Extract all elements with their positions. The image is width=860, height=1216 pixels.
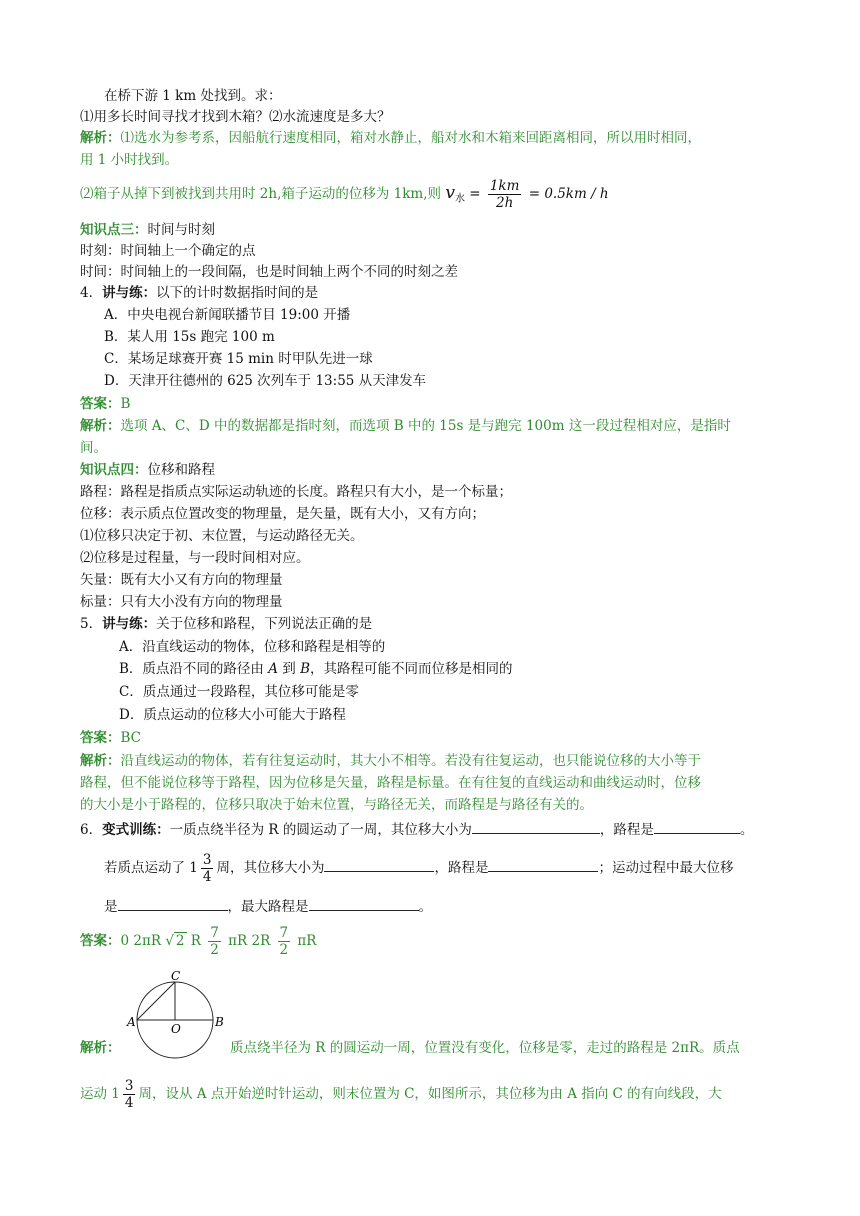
answer-frac-2-num: 7 xyxy=(279,925,289,941)
q5-option-b-point-b: B xyxy=(300,661,310,677)
q6-answer-part-3: πR 2R xyxy=(223,933,275,949)
q4-option-d: D．天津开往德州的 625 次列车于 13:55 从天津发车 xyxy=(104,373,427,389)
q6-frac-num: 3 xyxy=(202,852,212,868)
q6-line2-text-c: ，路程是 xyxy=(434,860,489,876)
q6-analysis-label: 解析： xyxy=(80,1040,121,1056)
answer-blank-1[interactable] xyxy=(472,819,600,834)
analysis-1-cont: 用 1 小时找到。 xyxy=(80,152,179,168)
segment-ac xyxy=(137,982,175,1020)
q4-stem-text: 以下的计时数据指时间的是 xyxy=(156,285,319,301)
q4-option-c: C．某场足球赛开赛 15 min 时甲队先进一球 xyxy=(104,351,373,367)
q5-analysis-label: 解析： xyxy=(80,753,121,769)
answer-blank-3[interactable] xyxy=(324,857,434,872)
q5-analysis xyxy=(80,751,701,771)
kp4-title: 位移和路程 xyxy=(147,462,215,478)
q5-label: 讲与练： xyxy=(102,616,157,632)
q6-answer-part-1: 0 2πR xyxy=(120,933,166,949)
q5-option-b-text-1: B．质点沿不同的路径由 xyxy=(119,661,269,677)
q4-analysis xyxy=(80,416,731,436)
q6-line3-text-c: 。 xyxy=(418,899,432,915)
q6-analysis xyxy=(80,1038,121,1058)
answer-frac-2-den: 2 xyxy=(279,942,289,958)
q6-stem-2: ，路程是 xyxy=(599,822,654,838)
q4-answer xyxy=(80,394,130,414)
analysis-frac-den: 4 xyxy=(124,1095,134,1111)
q5-option-b-text-2: 到 xyxy=(277,661,301,677)
analysis-frac-num: 3 xyxy=(124,1078,134,1094)
equals-sign: = xyxy=(469,186,481,202)
q5-answer-label: 答案： xyxy=(80,730,121,746)
q6-line3-text-b: ，最大路程是 xyxy=(227,899,309,915)
velocity-fraction xyxy=(488,178,522,211)
q5-option-a: A．沿直线运动的物体，位移和路程是相等的 xyxy=(119,639,386,655)
q5-stem-text: 关于位移和路程，下列说法正确的是 xyxy=(156,616,373,632)
kp3-label: 知识点三： xyxy=(80,222,148,238)
q4-number: 4． xyxy=(80,285,103,301)
analysis-2-line xyxy=(80,176,609,217)
q6-stem-1: 一质点绕半径为 R 的圆运动了一周，其位移大小为 xyxy=(169,822,472,838)
kp4-point-2: ⑵位移是过程量，与一段时间相对应。 xyxy=(80,550,310,566)
q5-analysis-text: 沿直线运动的物体，若有往复运动时，其大小不相等。若没有往复运动，也只能说位移的大小等于 xyxy=(120,753,701,769)
q5-stem xyxy=(80,614,372,634)
answer-blank-2[interactable] xyxy=(654,819,740,834)
q6-line2-text-b: 周，其位移大小为 xyxy=(216,860,325,876)
kp4-heading xyxy=(80,460,215,480)
q5-option-b xyxy=(119,659,512,679)
label-c: C xyxy=(171,970,181,983)
circle-diagram xyxy=(122,970,232,1062)
kp3-title: 时间与时刻 xyxy=(147,222,215,238)
velocity-formula xyxy=(445,178,609,211)
sqrt-symbol: √ 2 xyxy=(165,933,185,949)
q6-number: 6． xyxy=(80,822,103,838)
velocity-symbol: v xyxy=(445,183,455,203)
q4-analysis-text: 选项 A、C、D 中的数据都是指时刻，而选项 B 中的 15s 是与跑完 100m 这一段过程相对应，是指时 xyxy=(120,418,731,434)
q5-option-b-point-a: A xyxy=(268,661,278,677)
answer-frac-1-num: 7 xyxy=(210,925,219,941)
q6-line2-text-a: 若质点运动了 1 xyxy=(104,860,198,876)
q6-analysis-text: 质点绕半径为 R 的圆运动一周，位置没有变化，位移是零，走过的路程是 2πR。质点 xyxy=(230,1040,740,1056)
kp4-scalar: 标量：只有大小没有方向的物理量 xyxy=(80,594,283,610)
kp3-time: 时间：时间轴上的一段间隔，也是时间轴上两个不同的时刻之差 xyxy=(80,264,458,280)
fraction-numerator: 1km xyxy=(489,178,520,194)
q6-stem xyxy=(80,819,753,840)
q4-analysis-label: 解析： xyxy=(80,418,121,434)
q4-analysis-cont: 间。 xyxy=(80,440,107,456)
q6-answer-frac-1 xyxy=(208,925,221,958)
q5-analysis-cont-1: 路程，但不能说位移等于路程，因为位移是矢量，路程是标量。在有往复的直线运动和曲线运动时，位移 xyxy=(80,775,701,791)
q4-stem xyxy=(80,283,318,303)
label-b: B xyxy=(215,1015,224,1029)
q6-analysis-cont xyxy=(80,1074,722,1114)
q6-answer-part-4: πR xyxy=(293,933,317,949)
q6-answer-label: 答案： xyxy=(80,933,121,949)
kp4-vector: 矢量：既有大小又有方向的物理量 xyxy=(80,572,283,588)
intro-line: 在桥下游 1 km 处找到。求： xyxy=(104,88,282,104)
q5-option-b-text-3: ，其路程可能不同而位移是相同的 xyxy=(309,661,513,677)
q6-answer-frac-2 xyxy=(278,925,291,958)
kp4-label: 知识点四： xyxy=(80,462,148,478)
q4-answer-value: B xyxy=(120,396,131,412)
answer-blank-5[interactable] xyxy=(118,896,228,911)
q6-analysis-b2: 周，设从 A 点开始逆时针运动，则末位置为 C，如图所示，其位移为由 A 指向 C 的有向线段，大 xyxy=(138,1086,722,1102)
q6-fraction xyxy=(201,852,214,885)
kp4-point-1: ⑴位移只决定于初、末位置，与运动路径无关。 xyxy=(80,528,364,544)
q4-option-b: B．某人用 15s 跑完 100 m xyxy=(104,329,275,345)
sqrt-radicand: 2 xyxy=(175,933,185,949)
q5-number: 5． xyxy=(80,616,103,632)
q6-line-2 xyxy=(104,848,733,888)
q6-answer xyxy=(80,922,316,960)
analysis-label: 解析： xyxy=(80,130,121,146)
q6-line3-text-a: 是 xyxy=(104,899,118,915)
q5-option-d: D．质点运动的位移大小可能大于路程 xyxy=(119,707,346,723)
q6-line-3 xyxy=(104,896,432,917)
q5-option-c: C．质点通过一段路程，其位移可能是零 xyxy=(119,684,359,700)
q6-line2-text-d: ；运动过程中最大位移 xyxy=(598,860,734,876)
kp4-path: 路程：路程是指质点实际运动轨迹的长度。路程只有大小，是一个标量； xyxy=(80,484,512,500)
velocity-result: = 0.5km / h xyxy=(528,186,609,202)
questions-line: ⑴用多长时间寻找才找到木箱？⑵水流速度是多大？ xyxy=(80,109,391,125)
q6-stem-3: 。 xyxy=(739,822,754,838)
answer-blank-4[interactable] xyxy=(488,857,598,872)
analysis-1-line xyxy=(80,128,701,148)
q5-answer-value: BC xyxy=(120,730,142,746)
fraction-denominator: 2h xyxy=(495,195,514,211)
q4-option-a: A．中央电视台新闻联播节目 19:00 开播 xyxy=(104,307,351,323)
q6-frac-den: 4 xyxy=(202,869,212,885)
q6-analysis-b1: 运动 1 xyxy=(80,1086,120,1102)
q4-answer-label: 答案： xyxy=(80,396,121,412)
kp4-displacement: 位移：表示质点位置改变的物理量，是矢量，既有大小，又有方向； xyxy=(80,506,485,522)
analysis-2-text: ⑵箱子从掉下到被找到共用时 2h,箱子运动的位移为 1km,则 xyxy=(80,186,442,202)
label-a: A xyxy=(127,1015,136,1029)
kp3-heading xyxy=(80,220,215,240)
q6-analysis-frac xyxy=(123,1078,136,1111)
q5-answer xyxy=(80,728,141,748)
q6-label: 变式训练： xyxy=(102,822,170,838)
kp3-moment: 时刻：时间轴上一个确定的点 xyxy=(80,243,256,259)
analysis-1-text: ⑴选水为参考系，因船航行速度相同，箱对水静止，船对水和木箱来回距离相同，所以用时相同， xyxy=(120,130,701,146)
label-o: O xyxy=(171,1022,181,1036)
answer-frac-1-den: 2 xyxy=(210,942,219,958)
velocity-subscript: 水 xyxy=(454,193,465,205)
q5-analysis-cont-2: 的大小是小于路程的，位移只取决于始末位置，与路径无关，而路程是与路径有关的。 xyxy=(80,797,593,813)
answer-blank-6[interactable] xyxy=(309,896,419,911)
q6-answer-part-2: R xyxy=(186,933,206,949)
q4-label: 讲与练： xyxy=(102,285,157,301)
